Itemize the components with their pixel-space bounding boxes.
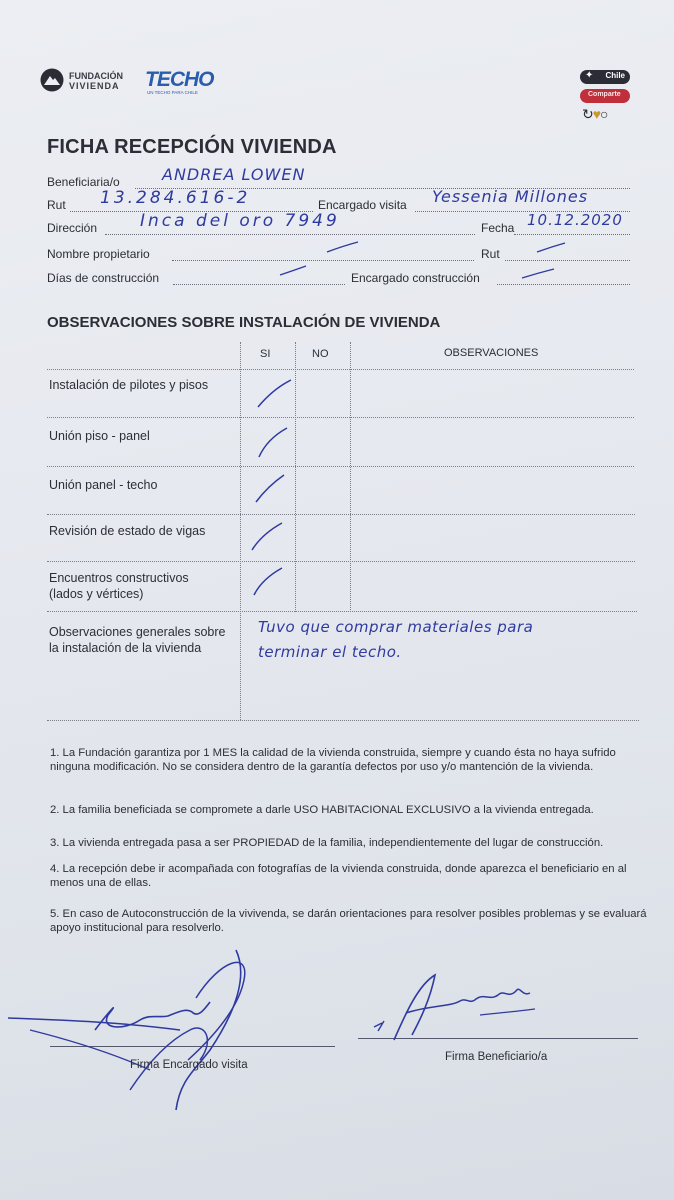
check-mark-si bbox=[252, 472, 292, 506]
encargado-construccion-dash bbox=[520, 266, 556, 280]
col-no-header: NO bbox=[312, 348, 329, 360]
badge-symbols-icon: ↻♥○ bbox=[582, 106, 608, 122]
dias-label: Días de construcción bbox=[47, 271, 160, 285]
rut2-label: Rut bbox=[481, 247, 500, 261]
fundacion-logo-line2: VIVIENDA bbox=[69, 81, 120, 91]
note-4: 4. La recepción debe ir acompañada con fotografías de la vivienda construida, donde aparezca el beneficiario en al menos una de ellas. bbox=[50, 863, 627, 889]
table-hline bbox=[47, 369, 634, 370]
techo-logo-text: TECHO bbox=[145, 68, 214, 91]
table-vline-obs bbox=[350, 342, 351, 612]
badge-top-text: Chile bbox=[605, 71, 625, 80]
table-vline-si bbox=[240, 342, 241, 720]
table-hline bbox=[47, 417, 634, 418]
dias-line bbox=[173, 284, 345, 285]
beneficiario-label: Beneficiaria/o bbox=[47, 175, 120, 189]
badge-top bbox=[580, 70, 630, 84]
signature-right-label: Firma Beneficiario/a bbox=[445, 1051, 548, 1063]
general-observations-line1: Tuvo que comprar materiales para bbox=[258, 618, 534, 636]
dias-dash bbox=[278, 263, 308, 277]
table-row-label: Unión piso - panel bbox=[49, 429, 150, 443]
encargado-construccion-line bbox=[497, 284, 630, 285]
encargado-construccion-label: Encargado construcción bbox=[351, 271, 480, 285]
techo-logo bbox=[145, 68, 220, 98]
table-row-label: Instalación de pilotes y pisos bbox=[49, 378, 209, 392]
chile-comparte-badge bbox=[578, 68, 634, 126]
check-mark-si bbox=[255, 377, 295, 411]
check-mark-si bbox=[255, 425, 295, 459]
col-si-header: SI bbox=[260, 348, 271, 360]
badge-bottom-text: Comparte bbox=[588, 91, 621, 98]
fecha-value: 10.12.2020 bbox=[527, 211, 623, 229]
nombre-propietario-dash bbox=[325, 240, 360, 254]
fundacion-mountain-icon bbox=[40, 68, 64, 92]
note-1: 1. La Fundación garantiza por 1 MES la calidad de la vivienda construida, siempre y cuando ésta no haya sufrido ninguna modificación. No se considera dentro de la garantía defectos por uso y/o mantención de la vivienda. bbox=[50, 747, 616, 773]
rut-value: 13.284.616-2 bbox=[100, 188, 251, 208]
nombre-propietario-line bbox=[172, 260, 474, 261]
signature-left-label: Firma Encargado visita bbox=[130, 1059, 248, 1071]
direccion-value: Inca del oro 7949 bbox=[140, 211, 340, 231]
general-observations-label: Observaciones generales sobre la instalación de la vivienda bbox=[49, 625, 226, 655]
check-mark-si bbox=[248, 520, 288, 554]
table-row-label: Unión panel - techo bbox=[49, 478, 158, 492]
note-3: 3. La vivienda entregada pasa a ser PROPIEDAD de la familia, independientemente del lugar de construcción. bbox=[50, 837, 604, 849]
signature-right-scribble bbox=[360, 965, 560, 1055]
encargado-visita-label: Encargado visita bbox=[318, 198, 407, 212]
nombre-propietario-label: Nombre propietario bbox=[47, 247, 150, 261]
note-2: 2. La familia beneficiada se compromete a darle USO HABITACIONAL EXCLUSIVO a la vivienda entregada. bbox=[50, 804, 594, 816]
fundacion-vivienda-logo bbox=[40, 68, 140, 94]
table-row-label: Encuentros constructivos (lados y vértices) bbox=[49, 571, 189, 601]
fecha-line bbox=[514, 234, 630, 235]
table-hline bbox=[47, 561, 635, 562]
table-hline bbox=[47, 611, 637, 612]
observaciones-title: OBSERVACIONES SOBRE INSTALACIÓN DE VIVIENDA bbox=[47, 314, 441, 331]
table-hline bbox=[47, 466, 634, 467]
rut-label: Rut bbox=[47, 198, 66, 212]
form-title: FICHA RECEPCIÓN VIVIENDA bbox=[47, 136, 337, 158]
direccion-label: Dirección bbox=[47, 221, 98, 235]
fecha-label: Fecha bbox=[481, 221, 515, 235]
check-mark-si bbox=[250, 565, 290, 599]
badge-bottom bbox=[580, 89, 630, 103]
fundacion-logo-line1: FUNDACIÓN bbox=[69, 71, 123, 81]
table-hline bbox=[47, 514, 635, 515]
badge-star-icon: ✦ bbox=[585, 70, 594, 81]
general-observations-line2: terminar el techo. bbox=[258, 643, 402, 661]
techo-logo-tagline: UN TECHO PARA CHILE bbox=[147, 90, 198, 95]
rut2-line bbox=[505, 260, 630, 261]
col-obs-header: OBSERVACIONES bbox=[444, 347, 539, 359]
table-row-label: Revisión de estado de vigas bbox=[49, 524, 206, 538]
table-vline-no bbox=[295, 342, 296, 612]
direccion-line bbox=[105, 234, 475, 235]
encargado-visita-value: Yessenia Millones bbox=[432, 187, 589, 206]
table-hline bbox=[47, 720, 639, 721]
rut2-dash bbox=[535, 240, 567, 254]
signature-left-scribble bbox=[0, 940, 270, 1120]
beneficiario-value: ANDREA LOWEN bbox=[162, 165, 306, 184]
note-5: 5. En caso de Autoconstrucción de la vivivenda, se darán orientaciones para resolver posibles problemas y se evaluará apoyo institucional para resolverlo. bbox=[50, 908, 647, 934]
